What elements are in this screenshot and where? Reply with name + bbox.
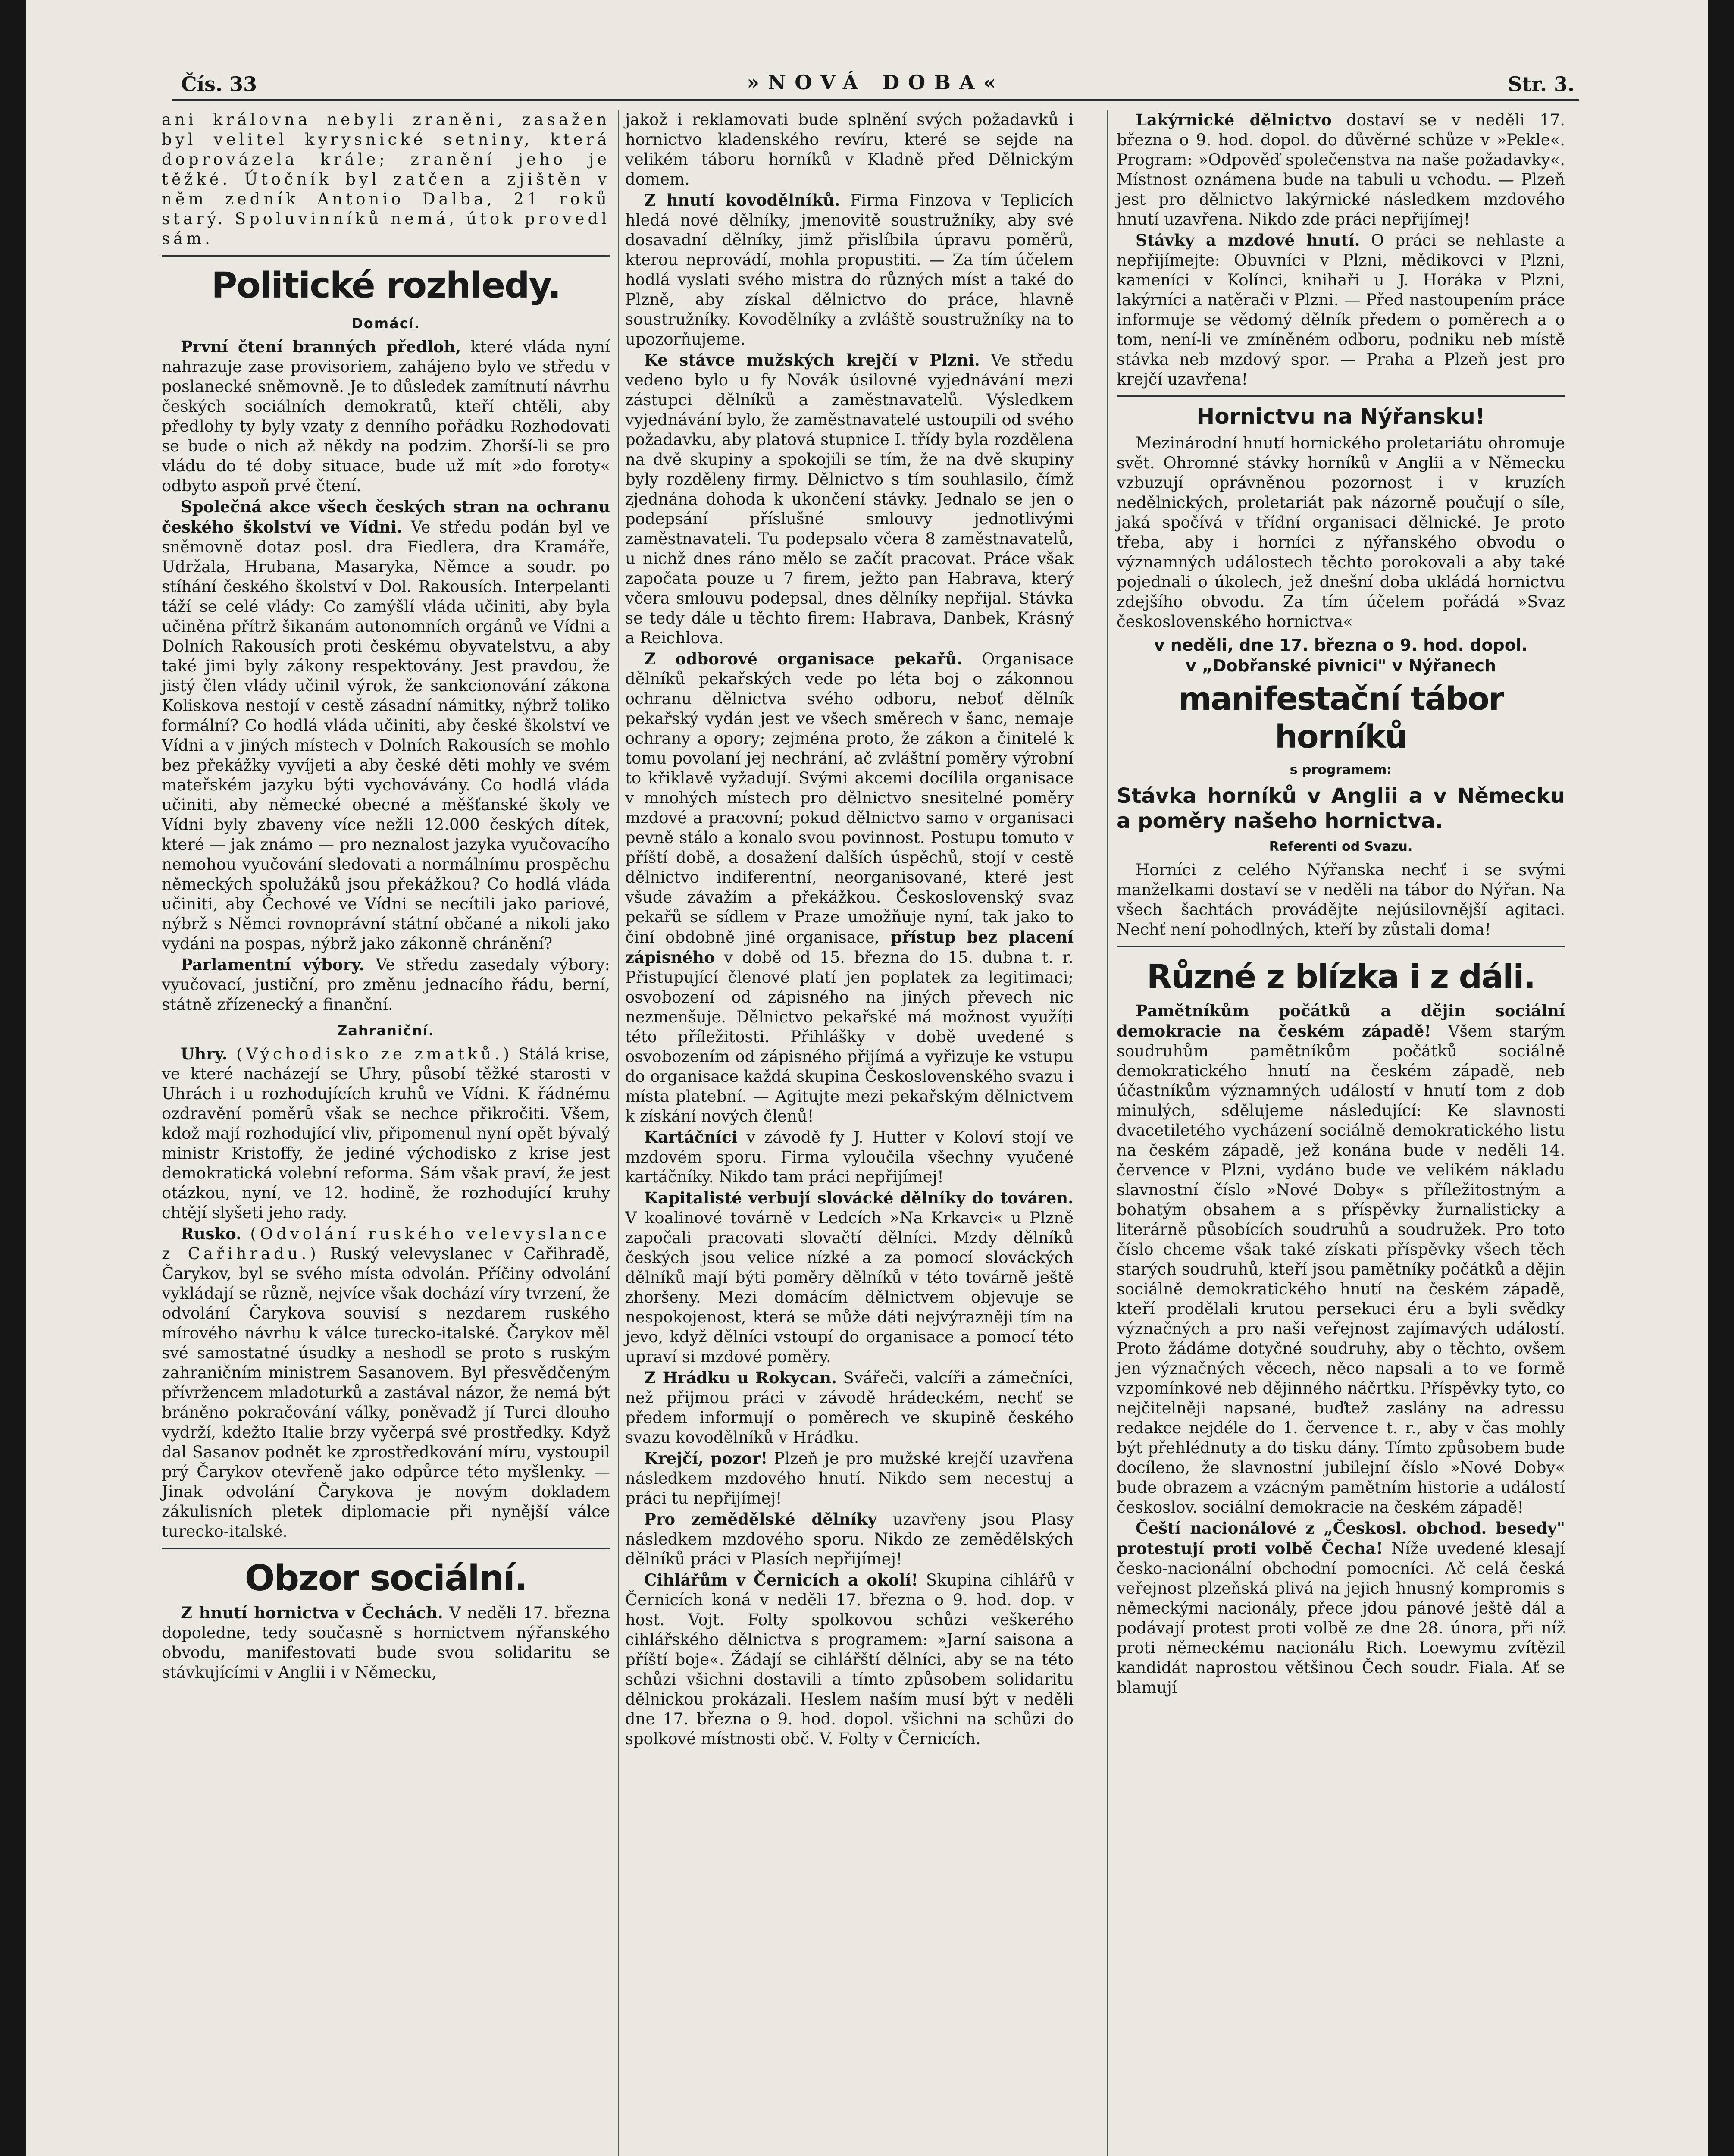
article-text: v závodě fy J. Hutter v Koloví stojí ve mzdovém sporu. Firma vyloučila všechny vyučené kartáčníky. Nikdo tam práci nepřijímej!: [625, 1128, 1074, 1186]
article-text: v době od 15. března do 15. dubna t. r. Přistupující členové platí jen poplatek za legitimaci; osvobození od zápisného na jiných převech nic nezmenšuje. Dělnictvo pekařské má možnost využíti této příležitosti. Přihlášky v době uvedené s osvobozením od zápisného přijímá a vyřizuje ke vstupu do organisace každá skupina Československého svazu i místa platební. — Agitujte mezi pekařským dělnictvem k získání nových členů!: [625, 948, 1074, 1125]
article-lead: Pro zemědělské dělníky: [644, 1510, 877, 1529]
article-paragraph: Horníci z celého Nýřanska nechť i se svými manželkami dostaví se v neděli na tábor do Nýřan. Na všech šachtách provádějte nejúsilovnější agitaci. Nechť není pohodlných, kteří by zůstali doma!: [1117, 861, 1565, 939]
section-heading-ruzne: Různé z blízka i z dáli.: [1146, 957, 1535, 996]
article-lead: Cihlářům v Černicích a okolí!: [644, 1570, 918, 1589]
article-paragraph: [625, 190, 1074, 349]
article-paragraph: [162, 337, 610, 496]
article-emphasis: přístup bez placení zápisného: [625, 928, 1074, 967]
column-3: [1117, 110, 1565, 1698]
subsection-domaci: Domácí.: [351, 315, 420, 332]
article-text: Firma Finzova v Teplicích hledá nové dělníky, jmenovitě soustružníky, aby své dosavadní dělníky, jimž přislíbila úpravu poměrů, kterou neprovádí, mohla propustiti. — Za tím účelem hodlá vyslati svého mistra do různých míst a také do Plzně, aby získal dělnictvo do práce, hlavně soustružníky. Kovodělníky a zvláště soustružníky na to upozorňujeme.: [625, 191, 1074, 348]
article-paragraph: [625, 1127, 1074, 1187]
article-text: Plzeň je pro mužské krejčí uzavřena následkem mzdového hnutí. Nikdo sem necestuj a práci tu nepřijímej!: [625, 1449, 1074, 1507]
article-lead: Kartáčníci: [644, 1128, 738, 1147]
article-paragraph: [1117, 110, 1565, 229]
article-lead: Lakýrnické dělnictvo: [1136, 110, 1332, 129]
announcement-topic: Stávka horníků v Anglii a v Německu a poměry našeho hornictva.: [1117, 784, 1565, 833]
subsection-zahranicni: Zahraniční.: [337, 1022, 435, 1039]
divider: [162, 1548, 610, 1549]
section-heading-obzor: Obzor sociální.: [244, 1558, 527, 1599]
column-2: [625, 110, 1074, 1750]
divider: [1117, 395, 1565, 397]
article-paragraph: [625, 1570, 1074, 1749]
announcement-program-label: s programem:: [1290, 762, 1392, 777]
article-text: Ve středu podán byl ve sněmovně dotaz posl. dra Fiedlera, dra Kramáře, Udržala, Hrubana, Masaryka, Němce a soudr. po stíhání českého školství v Dol. Rakousích. Interpelanti táží se celé vlády: Co zamýšlí vláda učiniti, aby byla učiněna přítrž šikanám autonomních orgánů ve Vídni a Dolních Rakousích proti českému obyvatelstvu, a aby také jimi byly zákony respektovány. Jest pravdou, že jistý člen vlády učinil výrok, že sankcionování zákona Koliskova nestojí v cestě zásadní námitky, nýbrž toliko formální? Co hodlá vláda učiniti, aby české školství ve Vídni a v jiných místech v Dolních Rakousích se mohlo bez překážky vyvíjeti a aby české děti mohly ve svém mateřském jazyku býti vychovávány. Co hodlá vláda učiniti, aby německé obecné a měšťanské školy ve Vídni byly zbaveny více nežli 12.000 českých dítek, které — jak známo — pro neznalost jazyka vyučovacího nemohou vyučování sledovati a normálnímu prospěchu německých spolužáků jsou překážkou? Co hodlá vláda učiniti, aby Čechové ve Vídni se necítili jako pariové, nýbrž s Němci rovnoprávní státní občané a nikoli jako vydáni na pospas, nýbrž jako zákonně chránění?: [162, 518, 610, 953]
article-text: Organisace dělníků pekařských vede po léta boj o zákonnou ochranu dělnictva svého odboru, neboť dělník pekařský vydán jest ve všech směrech v šanc, nemaje ochrany a opory; zejména proto, že zákon a činitelé k tomu povolaní jej nechrání, ač zvláštní poměry výrobní to křiklavě vyžadují. Svými akcemi docílila organisace v mnohých místech pro dělnictvo snesitelné poměry mzdové a pracovní; pokud dělnictvo samo v organisaci pevně stálo a konalo svou povinnost. Postupu tomuto v příští době, a dosažení dalších úspěchů, stojí v cestě dělnictvo indiferentní, neorganisované, které jest všude závažím a překážkou. Československý svaz pekařů se sídlem v Praze umožňuje nyní, tak jako to činí obdobně jiné organisace,: [625, 650, 1074, 946]
article-lead: Rusko.: [181, 1224, 242, 1243]
column-rule-1: [618, 110, 619, 2156]
article-paragraph: [625, 649, 1074, 1126]
article-paragraph: [162, 1044, 610, 1223]
divider: [1117, 946, 1565, 947]
masthead-title: »NOVÁ DOBA«: [747, 71, 1005, 94]
article-paragraph: [625, 1448, 1074, 1508]
article-lead: První čtení branných předloh,: [181, 337, 461, 356]
announcement-date: v neděli, dne 17. března o 9. hod. dopol.: [1154, 636, 1528, 655]
article-text: Ruský velevyslanec v Cařihradě, Čarykov, byl se svého místa odvolán. Příčiny odvolání vykládají se různě, nejvíce však dochází víry tvrzení, že odvolání Čarykova souvisí s nezdarem ruského mírového návrhu k válce turecko-italské. Čarykov měl své samostatné úsudky a neshodl se proto s ruským zahraničním ministrem Sasanovem. Byl přesvědčeným přívržencem mladoturků a zastával názor, že nemá být bráněno pokračování války, poněvadž jí Turci dlouho vydrží, kdežto Italie brzy vyčerpá své prostředky. Když dal Sasanov podnět ke zprostředkování míru, vystoupil prý Čarykov otevřeně jako odpůrce této myšlenky. — Jinak odvolání Čarykova je novým dokladem zákulisních pletek diplomacie při nynější válce turecko-italské.: [162, 1244, 610, 1541]
article-lead: Čeští nacionálové z „Českosl. obchod. besedy" protestují proti volbě Čecha!: [1117, 1519, 1565, 1558]
article-subtitle: (Odvolání ruského velevyslance z Cařihradu.): [162, 1225, 610, 1263]
article-lead: Ke stávce mužských krejčí v Plzni.: [644, 351, 980, 370]
article-paragraph: [1117, 1001, 1565, 1517]
article-lead: Z Hrádku u Rokycan.: [644, 1368, 837, 1387]
article-paragraph: [1117, 230, 1565, 389]
article-paragraph: [625, 1188, 1074, 1367]
article-subtitle: (Východisko ze zmatků.): [227, 1045, 513, 1063]
article-lead: Uhry.: [181, 1044, 228, 1063]
article-lead: Parlamentní výbory.: [181, 955, 365, 974]
article-paragraph: [625, 1509, 1074, 1569]
announcement-place: v „Dobřanské pivnici" v Nýřanech: [1185, 656, 1496, 675]
article-paragraph: [162, 497, 610, 954]
article-text: V neděli 17. března dopoledne, tedy současně s hornictvem nýřanského obvodu, manifestovati bude svou solidaritu se stávkujícími v Anglii i v Německu,: [162, 1604, 610, 1682]
article-lead: Krejčí, pozor!: [644, 1449, 768, 1468]
scan-edge-right: [1708, 0, 1734, 2156]
issue-number: Čís. 33: [181, 72, 257, 96]
column-1: [162, 110, 610, 1683]
article-text: Níže uvedené klesají česko-nacionální obchodní pomocníci. Ač celá česká veřejnost plzeňská plivá na jejich hnusný kompromis s německými nacionály, přece jdou pánové ještě dál a podávají protest proti volbě ze dne 28. února, při níž proti německému nacionálu Rich. Loewymu zvítězil kandidát naprostou většinou Čech soudr. Fiala. Ať se blamují: [1117, 1539, 1565, 1697]
article-paragraph: [162, 1224, 610, 1542]
article-text: uzavřeny jsou Plasy následkem mzdového sporu. Nikdo ze zemědělských dělníků práci v Plasích nepřijímej!: [625, 1510, 1074, 1568]
article-text: dostaví se v neděli 17. března o 9. hod. dopol. do důvěrné schůze v »Pekle«. Program: »Odpověď společenstva na naše požadavky«. Místnost oznámena bude na tabuli u vchodu. — Plzeň jest pro dělnictvo lakýrnické následkem mzdového hnutí uzavřena. Nikdo zde práci nepřijímej!: [1117, 111, 1565, 229]
article-paragraph: [162, 955, 610, 1015]
article-paragraph: jakož i reklamovati bude splnění svých požadavků i hornictvo kladenského revíru, které se sejde na velikém táboru horníků v Kladně před Dělnickým domem.: [625, 110, 1074, 188]
article-lead: Z odborové organisace pekařů.: [644, 649, 963, 668]
article-text: Ve středu zasedaly výbory: vyučovací, justiční, pro změnu jednacího řádu, berní, státně zřízenecký a finanční.: [162, 956, 610, 1014]
article-paragraph: [162, 1603, 610, 1683]
page-header: [172, 65, 1579, 101]
article-text: V koalinové továrně v Ledcích »Na Krkavci« u Plzně započali pracovati slovačtí dělníci. Mzdy dělníků českých jsou velice nízké a za pomocí slováckých dělníků mají býti poměry dělníků v této továrně ještě zhoršeny. Mezi domácím dělnictvem objevuje se nespokojenost, která se může dáti nejvýrazněji tím na jevo, když dělníci vstoupí do organisace a pomocí této upraví si mzdové poměry.: [625, 1209, 1074, 1366]
article-text: O práci se nehlaste a nepřijímejte: Obuvníci v Plzni, mědikovci v Plzni, kameníci v Kolínci, knihaři u J. Horáka v Plzni, lakýrníci a natěrači v Plzni. — Před nastoupením práce informuje se vědomý dělník předem o poměrech a o tom, není-li ve zmíněném odboru, podniku neb místě stávka neb mzdový spor. — Praha a Plzeň jest pro krejčí uzavřena!: [1117, 231, 1565, 389]
article-lead: Společná akce všech českých stran na ochranu českého školství ve Vídni.: [162, 497, 610, 536]
page-number: Str. 3.: [1508, 72, 1574, 96]
announcement-referents: Referenti od Svazu.: [1269, 839, 1413, 854]
article-lead: Stávky a mzdové hnutí.: [1136, 231, 1360, 250]
article-text: Svářeči, valcíři a zámečníci, než přijmou práci v závodě hrádeckém, nechť se předem informují o poměrech ve skupině českého svazu kovodělníků v Hrádku.: [625, 1369, 1074, 1447]
article-paragraph: [625, 1368, 1074, 1448]
article-text: Ve středu vedeno bylo u fy Novák úsilovné vyjednávání mezi zástupci dělníků a zaměstnavatelů. Výsledkem vyjednávání bylo, že zaměstnavatelé ustoupili od svého požadavku, aby platová stupnice I. třídy byla rozdělena na dvě skupiny a spokojili se tím, že na dvě skupiny byly rozděleny firmy. Dělnictvo s tím souhlasilo, čímž zjednána dohoda k ukončení stávky. Jednalo se jen o podepsání příslušné smlouvy jednotlivými zaměstnavateli. Tu podepsalo včera 8 zaměstnavatelů, u nichž dnes ráno mělo se začít pracovat. Práce však započata pouze u 7 firem, ježto pan Habrava, který včera smlouvu podepsal, dnes dělníky nepřijal. Stávka se tedy dále u těchto firem: Habrava, Danbek, Krásný a Reichlova.: [625, 351, 1074, 647]
divider: [162, 255, 610, 257]
article-text: které vláda nyní nahrazuje zase provisoriem, zahájeno bylo ve středu v poslanecké sněmovně. Je to důsledek zamítnutí návrhu českých sociálních demokratů, kteří chtěli, aby předlohy ty byly vzaty z denního pořádku Rozhodovati se bude o nich až někdy na podzim. Zhorší-li se pro vládu do té doby situace, bude už mít »do foroty« odbyto aspoň prvé čtení.: [162, 338, 610, 495]
section-heading-politicke: Politické rozhledy.: [211, 265, 560, 306]
article-text: Stálá krise, ve které nacházejí se Uhry, působí těžké starosti v Uhrách i u rozhodujících kruhů ve Vídni. K řádnému ozdravění poměrů však se nechce přikročiti. Všem, kdož mají rozhodující vliv, připomenul nyní opět bývalý ministr Kristoffy, že jediné východisko z krise jest demokratická volební reforma. Sám však praví, že jest otázkou, nyní, ve 12. hodině, že rozhodující kruhy chtějí slyšeti jeho rady.: [162, 1045, 610, 1222]
announcement-title: manifestační tábor horníků: [1178, 680, 1504, 755]
article-paragraph: [1117, 1518, 1565, 1698]
section-heading-hornictvu: Hornictvu na Nýřansku!: [1196, 404, 1485, 429]
article-lead: Pamětníkům počátků a dějin sociální demokracie na českém západě!: [1117, 1001, 1565, 1040]
article-text: Všem starým soudruhům pamětníkům počátků sociálně demokratického hnutí na českém západě, neb účastníkům významných událostí v hnutí tom z dob minulých, sdělujeme následující: Ke slavnosti dvacetiletého vycházení sociálně demokratického listu na českém západě, jež konána bude v neděli 14. července v Plzni, vydáno bude ve velikém nákladu slavnostní číslo »Nové Doby« s příležitostným a bohatým obsahem a s příspěvky žurnalisticky a literárně působících soudruhů a soudružek. Pro toto číslo chceme však také získati příspěvky všech těch starých soudruhů, kteří jsou pamětníky počátků a dějin sociálně demokratického hnutí na českém západě, kteří prodělali krutou persekuci éru a byli svědky význačných a pro naši veřejnost zajímavých událostí. Proto žádáme dotyčné soudruhy, aby o těchto, ovšem jen význačných věcech, něco napsali a to ve formě vzpomínkové neb dějinného náčrtku. Příspěvky tyto, co nejčitelněji napsané, buďtež zaslány na adressu redakce nejdéle do 1. července t. r., aby v čas mohly být přehlédnuty a do tisku dány. Tímto způsobem bude docíleno, že slavnostní jubilejní číslo »Nové Doby« bude obrazem a vzácným pamětním historie a událostí českoslov. sociální demokracie na českém západě!: [1117, 1022, 1565, 1517]
article-lead: Z hnutí kovodělníků.: [644, 191, 840, 210]
article-paragraph: Mezinárodní hnutí hornického proletariátu ohromuje svět. Ohromné stávky horníků v Anglii a v Německu vzbuzují oprávněnou pozornost i v kruzích nedělnických, proletariát pak názorně poučují o síle, jaká spočívá v třídní organisaci dělnické. Je proto třeba, aby i horníci z nýřanského obvodu o významných událostech těchto porokovali a aby také pojednali o úkolech, jež dnešní doba ukládá hornictvu zdejšího obvodu. Za tím účelem pořádá »Svaz československého hornictva«: [1117, 434, 1565, 631]
article-paragraph: [625, 350, 1074, 648]
article-paragraph: ani královna nebyli zraněni, zasažen byl velitel kyrysnické setniny, která doprovázela krále; zranění jeho je těžké. Útočník byl zatčen a zjištěn v něm zedník Antonio Dalba, 21 roků starý. Spoluvinníků nemá, útok provedl sám.: [162, 110, 610, 248]
column-rule-2: [1107, 110, 1108, 2156]
article-lead: Kapitalisté verbují slovácké dělníky do továren.: [644, 1188, 1074, 1207]
scan-edge-left: [0, 0, 26, 2156]
article-text: Skupina cihlářů v Černicích koná v neděli 17. března o 9. hod. dop. v host. Vojt. Folty spolkovou schůzi veškerého cihlářského dělnictva s programem: »Jarní saisona a příští boje«. Žádají se cihlářští dělníci, aby se na této schůzi všichni dostavili a tímto způsobem solidaritu dělnickou prokázali. Heslem naším musí být v neděli dne 17. března o 9. hod. dopol. všichni na schůzi do spolkové místnosti obč. V. Folty v Černicích.: [625, 1571, 1074, 1748]
article-lead: Z hnutí hornictva v Čechách.: [181, 1603, 443, 1622]
